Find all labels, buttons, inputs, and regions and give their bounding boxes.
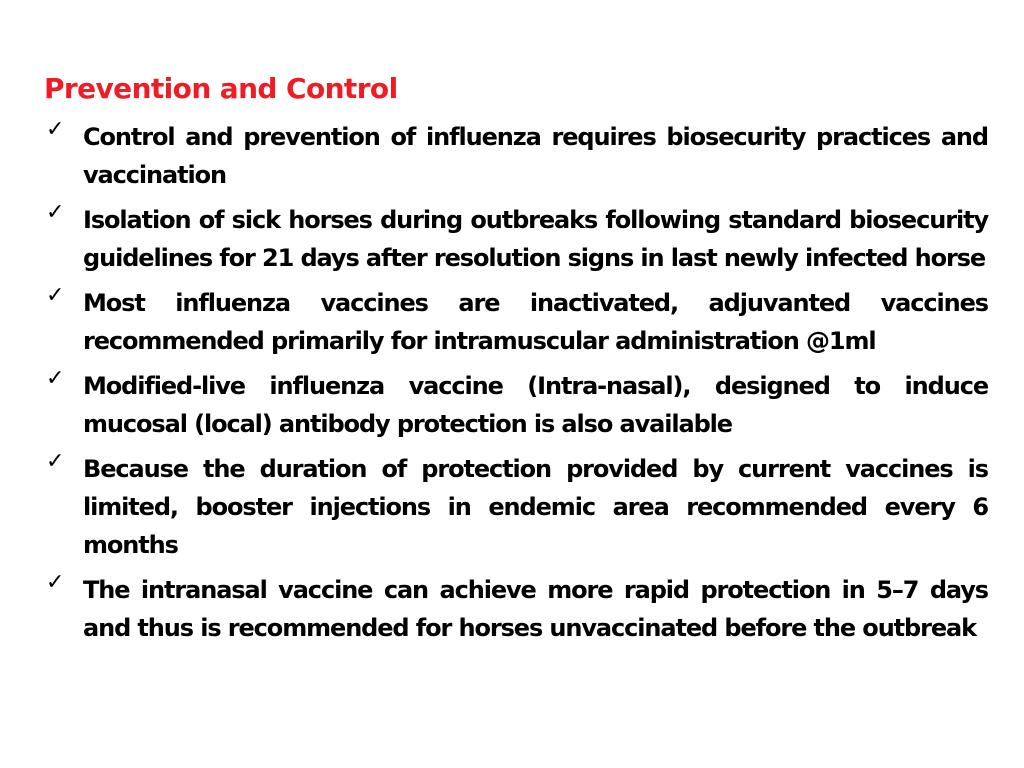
bullet-item (44, 367, 988, 443)
bullet-item (44, 284, 988, 360)
bullet-text: Isolation of sick horses during outbreaks following standard biosecurity guidelines for 21 days after resolution signs in last newly infected horse (83, 206, 988, 272)
bullet-text: Because the duration of protection provided by current vaccines is limited, booster injections in endemic area recommended every 6 months (83, 455, 988, 559)
check-icon: ✓ (46, 117, 65, 142)
bullet-text: The intranasal vaccine can achieve more rapid protection in 5–7 days and thus is recommended for horses unvaccinated before the outbreak (83, 576, 988, 642)
slide-title: Prevention and Control (44, 72, 398, 105)
bullet-text: Modified-live influenza vaccine (Intra-nasal), designed to induce mucosal (local) antibody protection is also available (83, 372, 988, 438)
bullet-item (44, 201, 988, 277)
bullet-item (44, 450, 988, 564)
check-icon: ✓ (46, 283, 65, 308)
check-icon: ✓ (46, 570, 65, 595)
bullet-text: Most influenza vaccines are inactivated, adjuvanted vaccines recommended primarily for intramuscular administration @1ml (83, 289, 988, 355)
check-icon: ✓ (46, 366, 65, 391)
bullet-item (44, 571, 988, 647)
bullet-list (44, 118, 988, 654)
check-icon: ✓ (46, 200, 65, 225)
bullet-text: Control and prevention of influenza requires biosecurity practices and vaccination (83, 123, 988, 189)
bullet-item (44, 118, 988, 194)
check-icon: ✓ (46, 449, 65, 474)
